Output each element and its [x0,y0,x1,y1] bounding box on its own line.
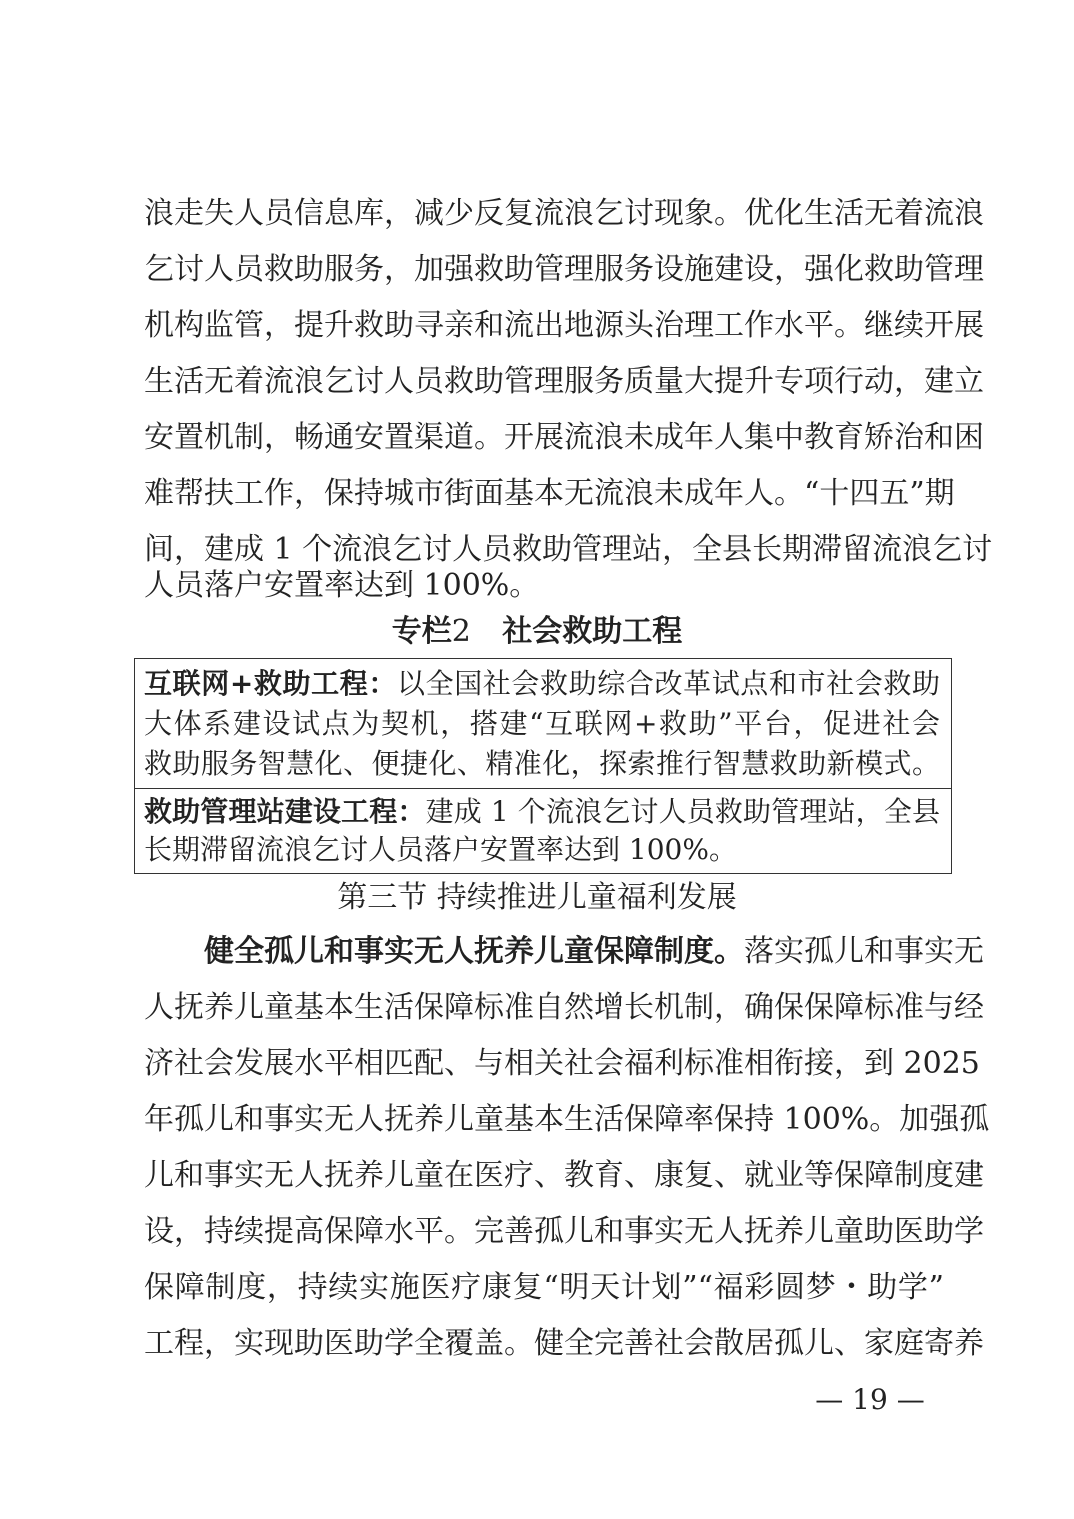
column-box-title-prefix: 专栏 [391,614,452,649]
section-heading: 第三节 持续推进儿童福利发展 [337,880,737,915]
box-item-text: 以全国社会救助综合改革试点和市社会救助 [396,667,940,700]
box-item-line: 长期滞留流浪乞讨人员落户安置率达到 100%。 [144,833,737,866]
paragraph-line: 间，建成 1 个流浪乞讨人员救助管理站，全县长期滞留流浪乞讨 [144,532,993,567]
paragraph-line: 济社会发展水平相匹配、与相关社会福利标准相衔接，到 2025 [144,1046,980,1081]
paragraph-line: 人抚养儿童基本生活保障标准自然增长机制，确保保障标准与经 [144,990,984,1025]
paragraph-text: 落实孤儿和事实无 [744,934,984,969]
paragraph-line: 难帮扶工作，保持城市街面基本无流浪未成年人。“十四五”期 [144,476,955,511]
paragraph-line: 浪走失人员信息库，减少反复流浪乞讨现象。优化生活无着流浪 [144,196,984,231]
paragraph-line: 儿和事实无人抚养儿童在医疗、教育、康复、就业等保障制度建 [144,1158,984,1193]
box-item-line [144,664,940,704]
box-item-label: 互联网+救助工程： [144,667,397,700]
page-number: — 19 — [815,1383,925,1416]
paragraph-line: 乞讨人员救助服务，加强救助管理服务设施建设，强化救助管理 [144,252,984,287]
paragraph-line: 生活无着流浪乞讨人员救助管理服务质量大提升专项行动，建立 [144,364,984,399]
box-item-label: 救助管理站建设工程： [144,795,426,828]
paragraph-line: 安置机制，畅通安置渠道。开展流浪未成年人集中教育矫治和困 [144,420,984,455]
paragraph-line: 机构监管，提升救助寻亲和流出地源头治理工作水平。继续开展 [144,308,984,343]
paragraph-line [204,932,984,972]
box-item-text: 建成 1 个流浪乞讨人员救助管理站，全县 [425,795,940,828]
paragraph-line: 设，持续提高保障水平。完善孤儿和事实无人抚养儿童助医助学 [144,1214,984,1249]
paragraph-line: 人员落户安置率达到 100%。 [144,568,540,603]
column-box-title-name: 社会救助工程 [502,614,683,649]
box-item-line: 救助服务智慧化、便捷化、精准化，探索推行智慧救助新模式。 [144,747,940,780]
paragraph-line: 工程，实现助医助学全覆盖。健全完善社会散居孤儿、家庭寄养 [144,1326,984,1361]
box-item-line: 大体系建设试点为契机，搭建“互联网+救助”平台，促进社会 [144,707,940,740]
paragraph-lead-bold: 健全孤儿和事实无人抚养儿童保障制度。 [204,934,744,969]
column-box-title-number: 2 [451,614,471,649]
paragraph-line: 保障制度，持续实施医疗康复“明天计划”“福彩圆梦・助学” [144,1270,944,1305]
column-box-divider [134,788,952,789]
column-box-title [0,610,1074,654]
box-item-line [144,792,940,832]
paragraph-line: 年孤儿和事实无人抚养儿童基本生活保障率保持 100%。加强孤 [144,1102,990,1137]
